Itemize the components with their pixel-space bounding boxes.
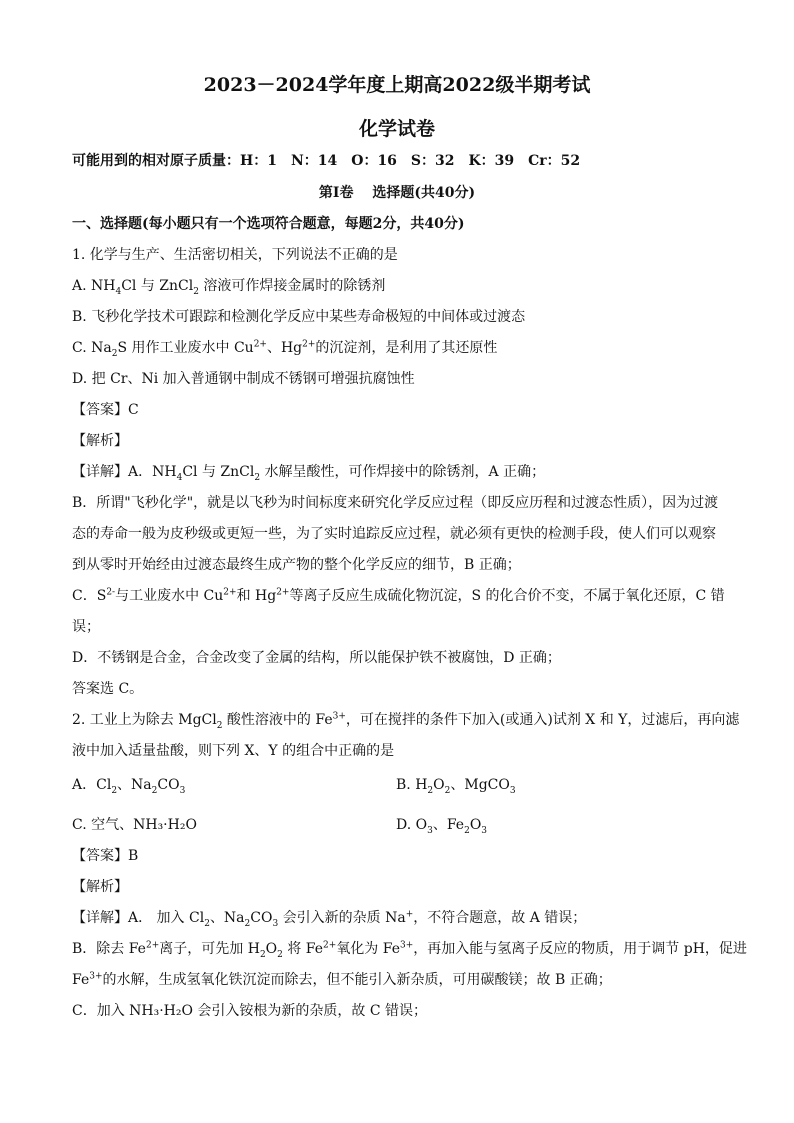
text: A．Cl bbox=[72, 777, 112, 793]
q1-analysis: 【解析】 bbox=[72, 433, 128, 449]
q2-detail-1 bbox=[72, 909, 586, 927]
subscript: 4 bbox=[176, 472, 183, 483]
superscript: 2+ bbox=[253, 339, 267, 350]
text: O bbox=[433, 777, 445, 793]
text: 将 Fe bbox=[282, 941, 324, 957]
text: C. Na bbox=[72, 340, 112, 356]
q2-option-c: C. 空气、NH₃·H₂O bbox=[72, 817, 197, 833]
q1-detail-5 bbox=[72, 587, 725, 605]
subscript: 2 bbox=[244, 918, 251, 929]
text: Cl 与 ZnCl bbox=[121, 278, 194, 294]
subscript: 2 bbox=[427, 785, 434, 796]
atomic-masses: 可能用到的相对原子质量：H：1 N：14 O：16 S：32 K：39 Cr：52 bbox=[72, 153, 581, 169]
text: S 用作工业废水中 Cu bbox=[117, 340, 254, 356]
exam-title: 2023－2024学年度上期高2022级半期考试 bbox=[203, 74, 591, 96]
subscript: 2 bbox=[444, 785, 451, 796]
text: B. H bbox=[396, 777, 428, 793]
q2-option-d bbox=[396, 816, 487, 834]
subscript: 2 bbox=[254, 472, 261, 483]
text: 【详解】A． 加入 Cl bbox=[72, 910, 205, 926]
text: 会引入新的杂质 Na bbox=[278, 910, 406, 926]
q1-detail-3: 态的寿命一般为皮秒级或更短一些，为了实时追踪反应过程，就必须有更快的检测手段，使人们可以观察 bbox=[72, 526, 716, 542]
q2-option-b bbox=[396, 776, 516, 794]
q1-option-d: D. 把 Cr、Ni 加入普通钢中制成不锈钢可增强抗腐蚀性 bbox=[72, 371, 415, 387]
text: ，再加入能与氢离子反应的物质，用于调节 pH，促进 bbox=[413, 941, 747, 957]
superscript: 3+ bbox=[332, 711, 346, 722]
text: CO bbox=[157, 777, 180, 793]
subscript: 2 bbox=[111, 785, 118, 796]
superscript: 2- bbox=[106, 587, 116, 598]
text: 2. 工业上为除去 MgCl bbox=[72, 712, 217, 728]
text: Cl 与 ZnCl bbox=[182, 464, 255, 480]
text: 酸性溶液中的 Fe bbox=[222, 712, 333, 728]
text: 的水解，生成氢氧化铁沉淀而除去，但不能引入新杂质，可用碳酸镁；故 B 正确； bbox=[102, 972, 612, 988]
subscript: 2 bbox=[193, 286, 199, 297]
q2-analysis: 【解析】 bbox=[72, 879, 128, 895]
text: 、Na bbox=[117, 777, 152, 793]
subscript: 2 bbox=[216, 720, 223, 731]
subscript: 2 bbox=[277, 949, 283, 960]
text: B．除去 Fe bbox=[72, 941, 146, 957]
text: 离子，可先加 H bbox=[159, 941, 260, 957]
superscript: 2+ bbox=[302, 339, 316, 350]
subscript: 3 bbox=[272, 918, 279, 929]
text: 、Na bbox=[209, 910, 245, 926]
text: ，可在搅拌的条件下加入(或通入)试剂 X 和 Y，过滤后，再向滤 bbox=[345, 712, 740, 728]
q2-detail-4: C．加入 NH₃·H₂O 会引入铵根为新的杂质，故 C 错误； bbox=[72, 1003, 428, 1019]
q1-detail-2: B．所谓"飞秒化学"，就是以飞秒为时间标度来研究化学反应过程（即反应历程和过渡态性质），因为过渡 bbox=[72, 495, 719, 511]
subscript: 2 bbox=[259, 949, 266, 960]
q1-final: 答案选 C。 bbox=[72, 681, 144, 697]
subscript: 3 bbox=[179, 785, 186, 796]
section-heading: 第Ⅰ卷 选择题(共40分) bbox=[318, 185, 476, 201]
subscript: 2 bbox=[111, 348, 118, 359]
text: ，不符合题意，故 A 错误； bbox=[413, 910, 587, 926]
subscript: 3 bbox=[509, 785, 516, 796]
text: D. O bbox=[396, 817, 428, 833]
text: 、MgCO bbox=[450, 777, 510, 793]
q2-detail-3 bbox=[72, 971, 612, 989]
text: CO bbox=[250, 910, 273, 926]
q2-answer: 【答案】B bbox=[72, 848, 139, 864]
superscript: 3+ bbox=[400, 940, 414, 951]
text: 和 Hg bbox=[236, 588, 277, 604]
superscript: 2+ bbox=[145, 940, 160, 951]
text: Fe bbox=[72, 972, 90, 988]
text: 、Fe bbox=[432, 817, 465, 833]
superscript: 2+ bbox=[323, 940, 337, 951]
q1-option-c bbox=[72, 339, 497, 357]
text: C．S bbox=[72, 588, 107, 604]
q2-option-a bbox=[72, 776, 185, 794]
part-heading: 一、选择题(每小题只有一个选项符合题意，每题2分，共40分) bbox=[72, 216, 465, 232]
superscript: + bbox=[405, 909, 414, 920]
superscript: 3+ bbox=[89, 971, 103, 982]
q1-option-b: B. 飞秒化学技术可跟踪和检测化学反应中某些寿命极短的中间体或过渡态 bbox=[72, 309, 526, 325]
q2-detail-2 bbox=[72, 940, 747, 958]
text: 氧化为 Fe bbox=[336, 941, 400, 957]
text: 与工业废水中 Cu bbox=[115, 588, 224, 604]
q1-detail-7: D．不锈钢是合金，合金改变了金属的结构，所以能保护铁不被腐蚀，D 正确； bbox=[72, 650, 561, 666]
q2-stem-1 bbox=[72, 711, 739, 729]
superscript: 2+ bbox=[276, 587, 290, 598]
text: 、Hg bbox=[266, 340, 303, 356]
exam-subtitle: 化学试卷 bbox=[358, 118, 435, 140]
q1-stem: 1. 化学与生产、生活密切相关，下列说法不正确的是 bbox=[72, 247, 398, 263]
subscript: 2 bbox=[464, 825, 470, 836]
text: 的沉淀剂，是利用了其还原性 bbox=[315, 340, 498, 356]
text: A. NH bbox=[72, 278, 116, 294]
text: O bbox=[469, 817, 482, 833]
subscript: 3 bbox=[427, 825, 433, 836]
text: O bbox=[265, 941, 278, 957]
q2-stem-2: 液中加入适量盐酸，则下列 X、Y 的组合中正确的是 bbox=[72, 743, 395, 759]
subscript: 2 bbox=[151, 785, 158, 796]
q1-detail-4: 到从零时开始经由过渡态最终生成产物的整个化学反应的细节，B 正确； bbox=[72, 557, 521, 573]
subscript: 3 bbox=[481, 825, 488, 836]
text: 溶液可作焊接金属时的除锈剂 bbox=[198, 278, 386, 294]
superscript: 2+ bbox=[223, 587, 237, 598]
q1-detail-1 bbox=[72, 463, 545, 481]
text: 等离子反应生成硫化物沉淀，S 的化合价不变，不属于氧化还原，C 错 bbox=[289, 588, 725, 604]
subscript: 4 bbox=[115, 286, 122, 297]
text: 水解呈酸性，可作焊接中的除锈剂，A 正确； bbox=[260, 464, 546, 480]
q1-detail-6: 误； bbox=[72, 619, 100, 635]
subscript: 2 bbox=[204, 918, 210, 929]
q1-answer: 【答案】C bbox=[72, 402, 139, 418]
q1-option-a bbox=[72, 277, 385, 295]
text: 【详解】A．NH bbox=[72, 464, 177, 480]
